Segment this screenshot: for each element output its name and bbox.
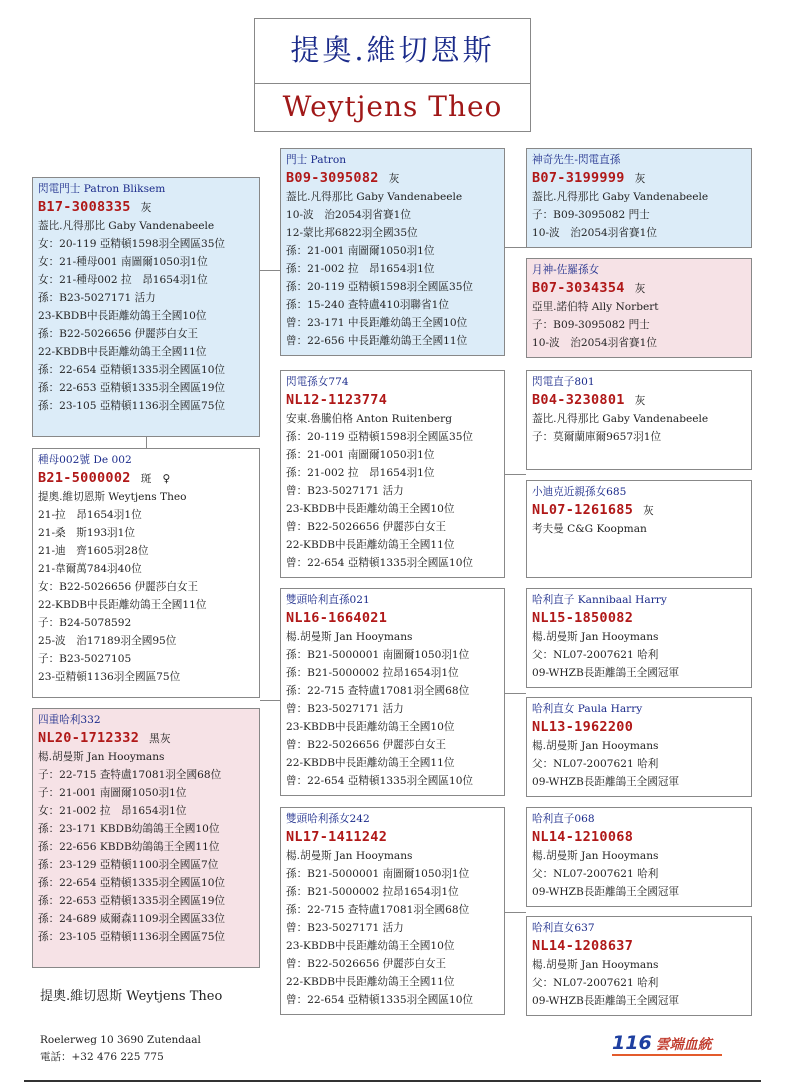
connector-sire-to-parents (260, 270, 280, 271)
ring-number: B17-3008335 灰 (38, 199, 152, 215)
card-line: 父：NL07-2007621 哈利 (532, 758, 659, 770)
pigeon-name: 閃電直子801 (532, 376, 595, 388)
card-line: 曾：22-654 亞精頓1335羽全國區10位 (286, 557, 474, 569)
card-line: 孫：23-171 KBDB幼鴿鴿王全國10位 (38, 823, 220, 835)
pigeon-name: 小迪克近親孫女685 (532, 486, 627, 498)
card-line: 子：B23-5027105 (38, 653, 132, 665)
pedigree-card-sire-sire-sire (526, 148, 752, 248)
card-line: 父：NL07-2007621 哈利 (532, 649, 659, 661)
breeder-phone: 電話：+32 476 225 775 (40, 1051, 164, 1063)
card-line: 孫：B23-5027171 活力 (38, 292, 156, 304)
card-line: 23-亞精頓1136羽全國區75位 (38, 671, 181, 683)
pedigree-card-sire-sire-dam (526, 258, 752, 358)
pigeon-color: 灰 (634, 283, 646, 295)
card-line: 父：NL07-2007621 哈利 (532, 977, 659, 989)
pedigree-card-dam-sire (280, 588, 505, 796)
ring-number: B09-3095082 灰 (286, 170, 400, 186)
card-line: 21-韋爾萬784羽40位 (38, 563, 142, 575)
card-line: 曾：B22-5026656 伊麗莎白女王 (286, 958, 447, 970)
connector-ss-to-parents (505, 247, 526, 248)
card-line: 子：B09-3095082 門士 (532, 209, 650, 221)
pigeon-color: 灰 (634, 395, 646, 407)
pigeon-color: 灰 (634, 173, 646, 185)
pedigree-card-dam-dam-sire (526, 807, 752, 907)
pigeon-name: 雙頭哈利直孫021 (286, 594, 370, 606)
card-line: 女：21-種母002 拉 昂1654羽1位 (38, 274, 208, 286)
pigeon-name: 哈利直子 Kannibaal Harry (532, 594, 667, 606)
pedigree-card-sire-dam-sire (526, 370, 752, 470)
card-line: 孫：22-654 亞精頓1335羽全國區10位 (38, 364, 226, 376)
card-line: 孫：B21-5000001 南圖爾1050羽1位 (286, 649, 470, 661)
card-line: 12-蒙比邦6822羽全國35位 (286, 227, 418, 239)
bottom-rule (24, 1080, 761, 1082)
card-line: 22-KBDB中長距離幼鴿王全國11位 (286, 976, 455, 988)
card-line: 23-KBDB中長距離幼鴿王全國10位 (286, 940, 455, 952)
pedigree-card-dam (32, 448, 260, 698)
card-line: 楊.胡曼斯 Jan Hooymans (532, 850, 659, 862)
card-line: 楊.胡曼斯 Jan Hooymans (532, 959, 659, 971)
card-line: 孫：21-001 南圖爾1050羽1位 (286, 449, 435, 461)
card-line: 子：22-715 查特盧17081羽全國68位 (38, 769, 222, 781)
card-line: 子：莫爾蘭庫爾9657羽1位 (532, 431, 662, 443)
pigeon-name: 閃電門士 Patron Bliksem (38, 183, 166, 195)
card-line: 女：B22-5026656 伊麗莎白女王 (38, 581, 199, 593)
pigeon-color: 灰 (643, 505, 655, 517)
ring-number: NL14-1208637 (532, 938, 634, 954)
pigeon-color: 斑 ♀ (140, 473, 171, 485)
card-line: 孫：15-240 查特盧410羽聯省1位 (286, 299, 449, 311)
card-line: 孫：21-002 拉 昂1654羽1位 (286, 467, 435, 479)
card-line: 孫：B21-5000002 拉昂1654羽1位 (286, 667, 459, 679)
card-line: 21-桑 斯193羽1位 (38, 527, 135, 539)
pedigree-card-sire (32, 177, 260, 437)
pedigree-card-sire-sire (280, 148, 505, 356)
connector-sire-to-dam (146, 437, 147, 448)
pedigree-card-dam-sire-sire (526, 588, 752, 688)
card-line: 女：20-119 亞精頓1598羽全國區35位 (38, 238, 226, 250)
pedigree-card-sibling (32, 708, 260, 968)
connector-dd-to-parents (505, 912, 526, 913)
card-line: 孫：22-715 查特盧17081羽全國68位 (286, 685, 470, 697)
ring-number: B07-3034354 灰 (532, 280, 646, 296)
card-line: 10-波 治2054羽省賽1位 (532, 227, 657, 239)
card-line: 23-KBDB中長距離幼鴿王全國10位 (286, 721, 455, 733)
pigeon-name: 哈利直女 Paula Harry (532, 703, 643, 715)
pedigree-card-dam-dam-dam (526, 916, 752, 1016)
card-line: 曾：B22-5026656 伊麗莎白女王 (286, 521, 447, 533)
card-line: 孫：23-129 亞精頓1100羽全國區7位 (38, 859, 219, 871)
card-line: 子：21-001 南圖爾1050羽1位 (38, 787, 187, 799)
ring-number: B04-3230801 灰 (532, 392, 646, 408)
card-line: 孫：20-119 亞精頓1598羽全國區35位 (286, 281, 474, 293)
pigeon-name: 雙頭哈利孫女242 (286, 813, 370, 825)
pigeon-name: 月神-佐羅孫女 (532, 264, 600, 276)
card-line: 女：21-種母001 南圖爾1050羽1位 (38, 256, 208, 268)
card-line: 22-KBDB中長距離幼鴿王全國11位 (38, 599, 207, 611)
pedigree-card-sire-dam-dam (526, 480, 752, 578)
card-line: 10-波 治2054羽省賽1位 (286, 209, 411, 221)
card-line: 楊.胡曼斯 Jan Hooymans (38, 751, 165, 763)
ring-number: NL07-1261685 灰 (532, 502, 655, 518)
card-line: 曾：B23-5027171 活力 (286, 922, 404, 934)
card-line: 提奧.維切恩斯 Weytjens Theo (38, 491, 187, 503)
card-line: 安東.魯騰伯格 Anton Ruitenberg (286, 413, 453, 425)
card-line: 曾：22-656 中長距離幼鴿王全國11位 (286, 335, 468, 347)
card-line: 葢比.凡得那比 Gaby Vandenabeele (38, 220, 215, 232)
pigeon-name: 門士 Patron (286, 154, 347, 166)
card-line: 孫：22-654 亞精頓1335羽全國區10位 (38, 877, 226, 889)
card-line: 曾：22-654 亞精頓1335羽全國區10位 (286, 994, 474, 1006)
ring-number: NL13-1962200 (532, 719, 634, 735)
card-line: 孫：21-001 南圖爾1050羽1位 (286, 245, 435, 257)
pedigree-title-box (254, 18, 531, 132)
ring-number: NL16-1664021 (286, 610, 388, 626)
card-line: 曾：22-654 亞精頓1335羽全國區10位 (286, 775, 474, 787)
card-line: 22-KBDB中長距離幼鴿王全國11位 (286, 539, 455, 551)
card-line: 09-WHZB長距離鴿王全國冠軍 (532, 776, 680, 788)
connector-ds-to-parents (505, 693, 526, 694)
pigeon-name: 四重哈利332 (38, 714, 101, 726)
card-line: 葢比.凡得那比 Gaby Vandenabeele (532, 413, 709, 425)
card-line: 孫：B21-5000001 南圖爾1050羽1位 (286, 868, 470, 880)
breeder-address: Roelerweg 10 3690 Zutendaal (40, 1034, 201, 1046)
card-line: 孫：22-656 KBDB幼鴿鴿王全國11位 (38, 841, 220, 853)
ring-number: NL14-1210068 (532, 829, 634, 845)
card-line: 孫：20-119 亞精頓1598羽全國區35位 (286, 431, 474, 443)
card-line: 楊.胡曼斯 Jan Hooymans (532, 740, 659, 752)
card-line: 09-WHZB長距離鴿王全國冠軍 (532, 886, 680, 898)
pedigree-card-dam-dam (280, 807, 505, 1015)
ring-number: B21-5000002 斑 ♀ (38, 470, 171, 486)
card-line: 考夫曼 C&G Koopman (532, 523, 647, 535)
pigeon-name: 神奇先生-閃電直孫 (532, 154, 621, 166)
logo-number: 116 (612, 1032, 652, 1054)
card-line: 葢比.凡得那比 Gaby Vandenabeele (286, 191, 463, 203)
card-line: 10-波 治2054羽省賽1位 (532, 337, 657, 349)
card-line: 楊.胡曼斯 Jan Hooymans (286, 631, 413, 643)
card-line: 曾：23-171 中長距離幼鴿王全國10位 (286, 317, 468, 329)
logo-underline (612, 1054, 722, 1056)
card-line: 子：B24-5078592 (38, 617, 132, 629)
brand-logo (612, 1032, 712, 1056)
card-line: 子：B09-3095082 門士 (532, 319, 650, 331)
card-line: 孫：23-105 亞精頓1136羽全國區75位 (38, 400, 226, 412)
card-line: 孫：23-105 亞精頓1136羽全國區75位 (38, 931, 226, 943)
card-line: 09-WHZB長距離鴿王全國冠軍 (532, 995, 680, 1007)
card-line: 25-波 治17189羽全國95位 (38, 635, 177, 647)
logo-text: 雲端血統 (655, 1037, 712, 1053)
pigeon-color: 灰 (140, 202, 152, 214)
card-line: 23-KBDB中長距離幼鴿王全國10位 (286, 503, 455, 515)
pigeon-name: 哈利直子068 (532, 813, 595, 825)
breeder-contact (40, 1032, 201, 1066)
card-line: 22-KBDB中長距離幼鴿王全國11位 (286, 757, 455, 769)
card-line: 孫：22-715 查特盧17081羽全國68位 (286, 904, 470, 916)
pedigree-card-dam-sire-dam (526, 697, 752, 797)
card-line: 孫：B21-5000002 拉昂1654羽1位 (286, 886, 459, 898)
card-line: 孫：22-653 亞精頓1335羽全國區19位 (38, 895, 226, 907)
card-line: 楊.胡曼斯 Jan Hooymans (532, 631, 659, 643)
card-line: 21-拉 昂1654羽1位 (38, 509, 142, 521)
pedigree-card-sire-dam (280, 370, 505, 578)
card-line: 楊.胡曼斯 Jan Hooymans (286, 850, 413, 862)
card-line: 曾：B23-5027171 活力 (286, 485, 404, 497)
card-line: 21-迪 齊1605羽28位 (38, 545, 149, 557)
pigeon-name: 種母002號 De 002 (38, 454, 132, 466)
title-divider (255, 83, 530, 84)
card-line: 孫：24-689 威爾森1109羽全國區33位 (38, 913, 226, 925)
card-line: 09-WHZB長距離鴿王全國冠軍 (532, 667, 680, 679)
pigeon-color: 黑灰 (149, 733, 171, 745)
breeder-name: 提奧.維切恩斯 Weytjens Theo (40, 989, 223, 1004)
pigeon-name: 哈利直女637 (532, 922, 595, 934)
pigeon-name: 閃電孫女774 (286, 376, 349, 388)
pigeon-color: 灰 (388, 173, 400, 185)
ring-number: NL12-1123774 (286, 392, 388, 408)
card-line: 女：21-002 拉 昂1654羽1位 (38, 805, 187, 817)
card-line: 孫：21-002 拉 昂1654羽1位 (286, 263, 435, 275)
card-line: 亞里.諾伯特 Ally Norbert (532, 301, 659, 313)
ring-number: NL20-1712332 黑灰 (38, 730, 171, 746)
card-line: 22-KBDB中長距離幼鴿王全國11位 (38, 346, 207, 358)
connector-dam-to-parents (260, 700, 280, 701)
card-line: 23-KBDB中長距離幼鴿王全國10位 (38, 310, 207, 322)
card-line: 孫：22-653 亞精頓1335羽全國區19位 (38, 382, 226, 394)
card-line: 孫：B22-5026656 伊麗莎白女王 (38, 328, 199, 340)
ring-number: B07-3199999 灰 (532, 170, 646, 186)
card-line: 葢比.凡得那比 Gaby Vandenabeele (532, 191, 709, 203)
ring-number: NL15-1850082 (532, 610, 634, 626)
ring-number: NL17-1411242 (286, 829, 388, 845)
card-line: 曾：B23-5027171 活力 (286, 703, 404, 715)
card-line: 父：NL07-2007621 哈利 (532, 868, 659, 880)
title-chinese: 提奧.維切恩斯 (290, 33, 495, 67)
connector-sd-to-parents (505, 474, 526, 475)
title-english: Weytjens Theo (282, 90, 503, 123)
card-line: 曾：B22-5026656 伊麗莎白女王 (286, 739, 447, 751)
